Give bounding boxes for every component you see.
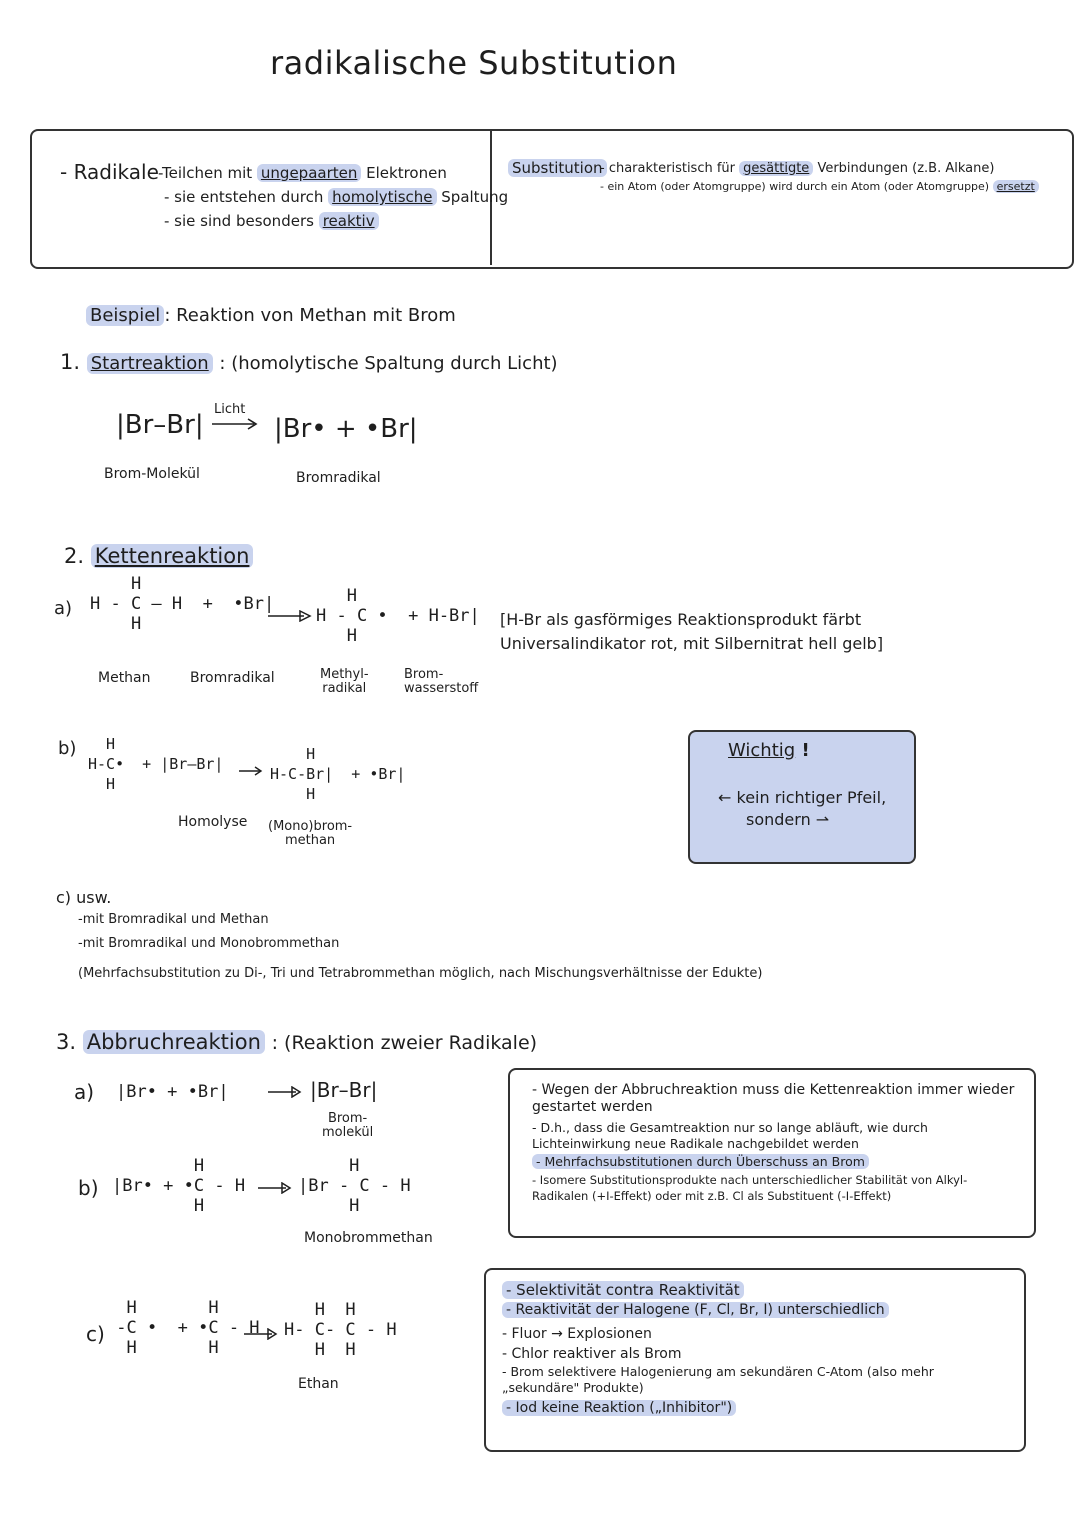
selektivitaet-note-6: - Iod keine Reaktion („Inhibitor"): [502, 1398, 1010, 1418]
page-title: radikalische Substitution: [270, 44, 678, 82]
step3b-label: b): [78, 1176, 99, 1200]
step2c-label: c) usw.: [56, 888, 112, 907]
step2-num: 2.: [64, 544, 85, 568]
step2b-rhs-structure: H H-C-Br| + •Br| H: [270, 745, 406, 803]
radikale-line2-pre: - sie entstehen durch: [164, 188, 324, 206]
step2-title: Kettenreaktion: [91, 544, 254, 568]
step3a-lhs-structure: |Br• + •Br|: [116, 1082, 229, 1102]
step3-heading: [56, 1030, 537, 1054]
selektivitaet-notes-box: [484, 1268, 1026, 1452]
step2a-product-structure: H H - C • + H-Br| H: [316, 586, 480, 646]
example-text: : Reaktion von Methan mit Brom: [164, 305, 456, 326]
radikale-line3-hl: reaktiv: [319, 212, 379, 230]
step2a-name-bromradikal: Bromradikal: [190, 670, 275, 686]
wichtig-title: Wichtig !: [728, 740, 810, 761]
step2a-name-methan: Methan: [98, 670, 151, 686]
step2c-line1: -mit Bromradikal und Methan: [78, 912, 269, 927]
step3a-product: |Br–Br|: [310, 1078, 378, 1102]
step2b-lhs-structure: H H-C• + |Br–Br| H: [88, 735, 224, 793]
wichtig-box: [688, 730, 916, 864]
substitution-line2-hl: ersetzt: [993, 180, 1039, 193]
selektivitaet-note-2: - Reaktivität der Halogene (F, Cl, Br, I) unterschiedlich: [502, 1300, 1010, 1320]
step2a-name-methyl: Methyl- radikal: [320, 667, 369, 696]
selektivitaet-note-5: - Brom selektivere Halogenierung am sekundären C-Atom (also mehr „sekundäre" Produkte): [502, 1364, 934, 1395]
step3-title: Abbruchreaktion: [83, 1030, 265, 1054]
step3c-label: c): [86, 1322, 105, 1346]
step2-heading: [64, 544, 253, 568]
abbruch-note-1: - Wegen der Abbruchreaktion muss die Kettenreaktion immer wieder gestartet werden: [532, 1082, 1015, 1115]
step2b-label: b): [58, 738, 77, 759]
substitution-line1-pre: - charakteristisch für: [600, 161, 736, 176]
step3c-name: Ethan: [298, 1376, 339, 1392]
step1-heading: [60, 350, 558, 374]
radikale-line1-post: Elektronen: [366, 164, 447, 182]
substitution-line1-post: Verbindungen (z.B. Alkane): [817, 161, 995, 176]
step2a-methan-structure: H H - C — H + •Br| H: [90, 574, 275, 634]
step3c-arrow: [242, 1328, 278, 1340]
step2c-line2: -mit Bromradikal und Monobrommethan: [78, 936, 340, 951]
step1-arrow-label: Licht: [214, 402, 246, 417]
step1-rhs: |Br• + •Br|: [274, 414, 418, 444]
step1-num: 1.: [60, 350, 81, 374]
step2b-name-product: (Mono)brom- methan: [268, 819, 353, 848]
substitution-line2-pre: - ein Atom (oder Atomgruppe) wird durch ein Atom (oder Atomgruppe): [600, 180, 990, 193]
step2a-name-hbr: Brom- wasserstoff: [404, 667, 479, 696]
step1-desc: : (homolytische Spaltung durch Licht): [219, 353, 558, 374]
step3b-name: Monobrommethan: [304, 1230, 433, 1246]
radikale-line1-hl: ungepaarten: [257, 164, 361, 182]
abbruch-notes-box: [508, 1068, 1036, 1238]
step1-arrow: [210, 418, 262, 430]
step2c-line3: (Mehrfachsubstitution zu Di-, Tri und Tetrabrommethan möglich, nach Mischungsverhältnisse der Edukte): [78, 966, 763, 981]
step3b-arrow: [256, 1182, 292, 1194]
radikale-term: - Radikale: [60, 160, 159, 184]
step1-lhs: |Br–Br|: [116, 410, 204, 440]
step2b-arrow: [238, 766, 264, 776]
radikale-definition: [60, 160, 509, 230]
step3b-product-structure: H |Br - C - H H: [298, 1156, 411, 1216]
step3a-label: a): [74, 1080, 95, 1104]
step3c-lhs-structure: H H -C • + •C - H H H: [116, 1298, 260, 1358]
step2-note: [H-Br als gasförmiges Reaktionsprodukt färbt Universalindikator rot, mit Silbernitrat hell gelb]: [500, 610, 884, 653]
step3-num: 3.: [56, 1030, 77, 1054]
step3a-arrow: [266, 1086, 302, 1098]
substitution-definition: [508, 158, 1068, 193]
step2a-label: a): [54, 598, 73, 619]
selektivitaet-note-1: - Selektivität contra Reaktivität: [502, 1280, 1010, 1300]
radikale-line2-post: Spaltung: [441, 188, 509, 206]
step1-rhs-name: Bromradikal: [296, 470, 381, 486]
substitution-term: Substitution: [508, 159, 607, 177]
step3-desc: : (Reaktion zweier Radikale): [271, 1032, 538, 1054]
radikale-line2-hl: homolytische: [328, 188, 436, 206]
abbruch-note-4: - Isomere Substitutionsprodukte nach unterschiedlicher Stabilität von Alkyl-Radikalen (+I-Effekt) oder mit z.B. Cl als Substituent (-I-Effekt): [532, 1173, 968, 1203]
selektivitaet-note-4: - Chlor reaktiver als Brom: [502, 1346, 682, 1362]
step1-title: Startreaktion: [87, 353, 213, 374]
abbruch-note-2: - D.h., dass die Gesamtreaktion nur so lange abläuft, wie durch Lichteinwirkung neue Radikale nachgebildet werden: [532, 1120, 928, 1151]
step3b-lhs-structure: H |Br• + •C - H H: [112, 1156, 246, 1216]
wichtig-line2: sondern ⇀: [746, 810, 830, 829]
step2b-name-homolyse: Homolyse: [178, 814, 248, 830]
radikale-line3-pre: - sie sind besonders: [164, 212, 314, 230]
example-label: Beispiel: [86, 305, 164, 326]
wichtig-line1: ← kein richtiger Pfeil,: [718, 788, 887, 807]
step3c-product-structure: H H H- C- C - H H H: [284, 1300, 397, 1360]
selektivitaet-note-3: - Fluor → Explosionen: [502, 1326, 652, 1342]
radikale-line1-pre: -Teilchen mit: [158, 164, 253, 182]
step2a-arrow: [266, 610, 312, 622]
step3a-name: Brom- molekül: [322, 1111, 374, 1140]
step1-lhs-name: Brom-Molekül: [104, 466, 200, 482]
substitution-line1-hl: gesättigte: [739, 161, 813, 176]
example-heading: [86, 305, 456, 326]
abbruch-note-3: - Mehrfachsubstitutionen durch Überschuss an Brom: [532, 1154, 1020, 1170]
